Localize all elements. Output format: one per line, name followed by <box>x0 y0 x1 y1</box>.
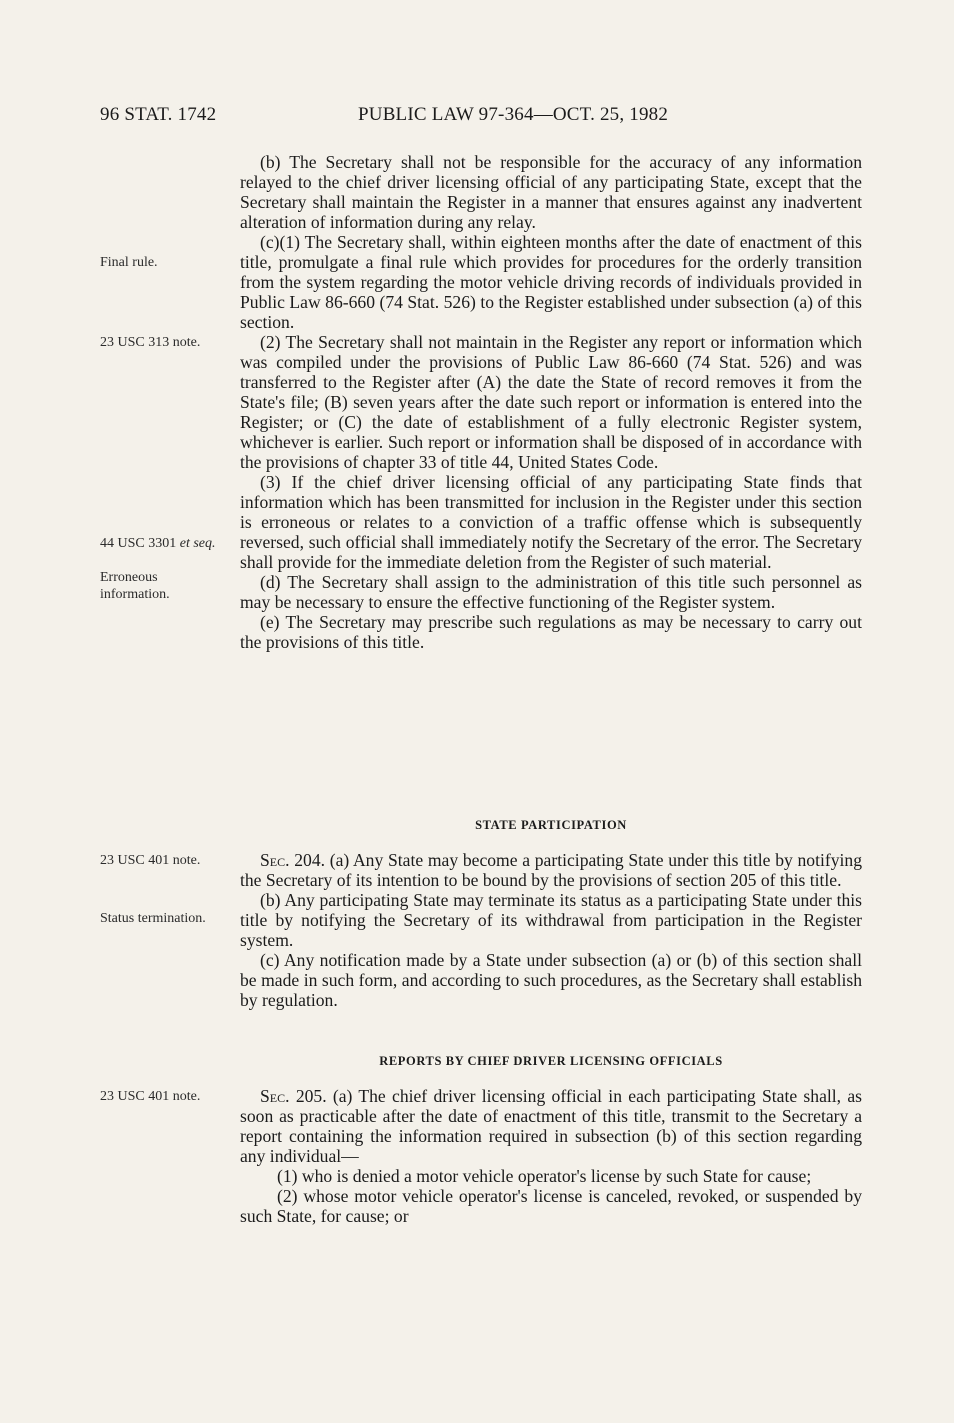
sec204-a-text: 204. (a) Any State may become a participating State under this title by notifying the Secretary of its intention to be bound by the provisions of section 205 of this title. <box>240 850 862 890</box>
paragraph-d: (d) The Secretary shall assign to the administration of this title such personnel as may be necessary to ensure the effective functioning of the Register system. <box>240 572 862 612</box>
paragraph-c2: (2) The Secretary shall not maintain in the Register any report or information which was compiled under the provisions of Public Law 86-660 (74 Stat. 526) and was transferred to the Register after (A) the date the State of record removes it from the State's file; (B) seven years after the date such report or information is entered into the Register; or (C) the date of establishment of a fully electronic Register system, whichever is earlier. Such report or information shall be disposed of in accordance with the provisions of chapter 33 of title 44, United States Code. <box>240 332 862 472</box>
section-203-continuation <box>240 152 862 652</box>
paragraph-sec205-a <box>240 1086 862 1166</box>
paragraph-c3: (3) If the chief driver licensing official of any participating State finds that information which has been transmitted for inclusion in the Register under this section is erroneous or relates to a conviction of a traffic offense which is subsequently reversed, such official shall immediately notify the Secretary of the error. The Secretary shall provide for the immediate deletion from the Register of such material. <box>240 472 862 572</box>
margin-note-23usc401-a: 23 USC 401 note. <box>100 853 201 868</box>
paragraph-sec204-b: (b) Any participating State may terminate its status as a participating State under this title by notifying the Secretary of its withdrawal from participation in the Register system. <box>240 890 862 950</box>
paragraph-c1: (c)(1) The Secretary shall, within eighteen months after the date of enactment of this title, promulgate a final rule which provides for procedures for the orderly transition from the system regarding the motor vehicle driving records of individuals provided in Public Law 86-660 (74 Stat. 526) to the Register established under subsection (a) of this section. <box>240 232 862 332</box>
paragraph-sec204-a <box>240 850 862 890</box>
margin-note-erroneous-information: Erroneous information. <box>100 570 170 602</box>
margin-note-44usc3301-text: 44 USC 3301 <box>100 536 180 551</box>
margin-note-44usc3301 <box>100 535 225 552</box>
margin-note-et-seq: et seq. <box>179 536 216 551</box>
margin-note-23usc313: 23 USC 313 note. <box>100 335 201 350</box>
item-2: (2) whose motor vehicle operator's license is canceled, revoked, or suspended by such State, for cause; or <box>240 1186 862 1226</box>
margin-note-final-rule: Final rule. <box>100 255 158 270</box>
stat-reference: 96 STAT. 1742 <box>100 104 217 125</box>
section-204 <box>240 850 862 1010</box>
item-1: (1) who is denied a motor vehicle operator's license by such State for cause; <box>277 1166 812 1186</box>
margin-note-23usc401-b: 23 USC 401 note. <box>100 1089 201 1104</box>
sec-label: Sec. <box>260 1086 290 1106</box>
margin-note-status-termination: Status termination. <box>100 911 206 926</box>
heading-state-participation: STATE PARTICIPATION <box>475 818 627 832</box>
section-205 <box>240 1086 862 1226</box>
sec205-a-text: 205. (a) The chief driver licensing official in each participating State shall, as soon as practicable after the date of enactment of this title, transmit to the Secretary a report containing the information required in subsection (b) of this section regarding any individual— <box>240 1086 862 1166</box>
paragraph-sec204-c: (c) Any notification made by a State under subsection (a) or (b) of this section shall be made in such form, and according to such procedures, as the Secretary shall establish by regulation. <box>240 950 862 1010</box>
sec-label: Sec. <box>260 850 290 870</box>
paragraph-b: (b) The Secretary shall not be responsible for the accuracy of any information relayed to the chief driver licensing official of any participating State, except that the Secretary shall maintain the Register in a manner that ensures against any inadvertent alteration of information during any relay. <box>240 152 862 232</box>
heading-reports: REPORTS BY CHIEF DRIVER LICENSING OFFICIALS <box>379 1054 723 1068</box>
page-title: PUBLIC LAW 97-364—OCT. 25, 1982 <box>358 104 669 125</box>
paragraph-e: (e) The Secretary may prescribe such regulations as may be necessary to carry out the provisions of this title. <box>240 612 862 652</box>
